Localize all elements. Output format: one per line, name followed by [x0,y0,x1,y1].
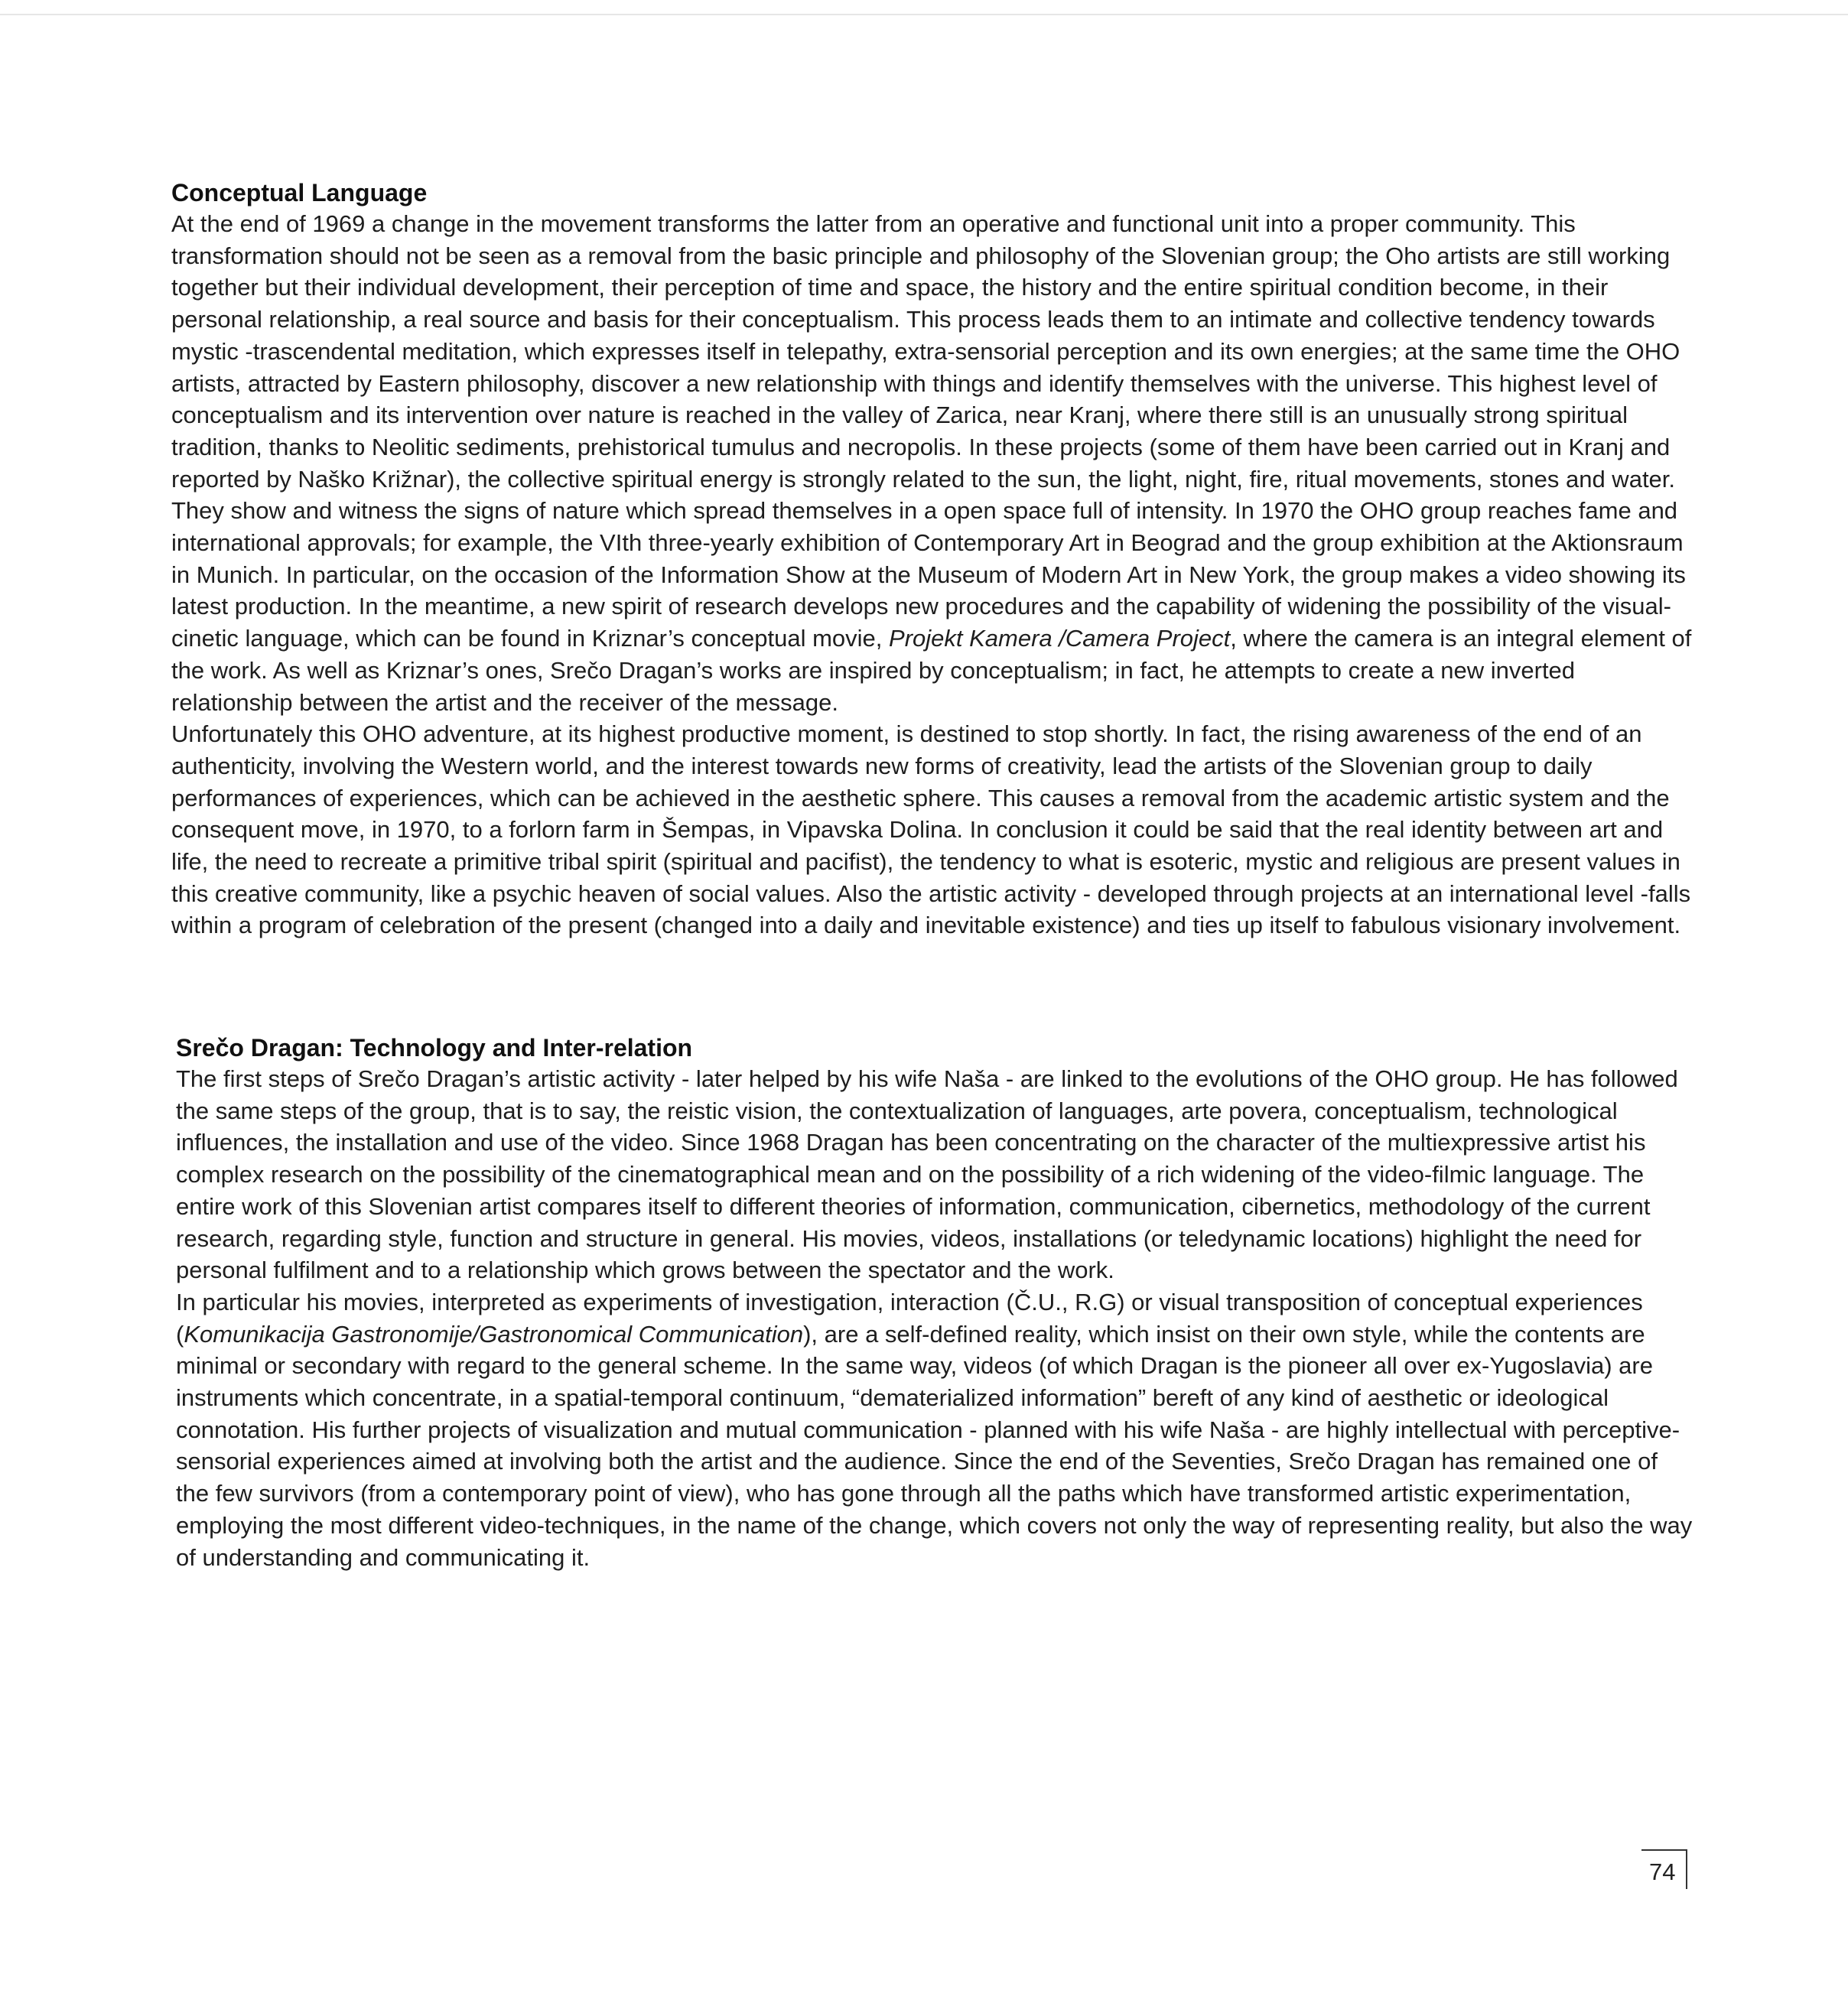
section-heading: Conceptual Language [171,179,428,206]
page-number: 74 [1649,1858,1676,1885]
text-run: At the end of 1969 a change in the movement transforms the latter from an operative and functional unit into a proper community. This transformation should not be seen as a removal from the basic principle and philosophy of the Slovenian group; the Oho artists are still working together but their individual development, their perception of time and space, the history and the entire spiritual condition become, in their personal relationship, a real source and basis for their conceptualism. This process leads them to an intimate and collective tendency towards mystic -trascendental meditation, which expresses itself in telepathy, extra-sensorial perception and its own energies; at the same time the OHO artists, attracted by Eastern philosophy, discover a new relationship with things and identify themselves with the universe. This highest level of conceptualism and its intervention over nature is reached in the valley of Zarica, near Kranj, where there still is an unusually strong spiritual tradition, thanks to Neolitic sediments, prehistorical tumulus and necropolis. In these projects (some of them have been carried out in Kranj and reported by Naško Križnar), the collective spiritual energy is strongly related to the sun, the light, night, fire, ritual movements, stones and water. They show and witness the signs of nature which spread themselves in a open space full of intensity. In 1970 the OHO group reaches fame and international approvals; for example, the VIth three-yearly exhibition of Contemporary Art in Beograd and the group exhibition at the Aktionsraum in Munich. In particular, on the occasion of the Information Show at the Museum of Modern Art in New York, the group makes a video showing its latest production. In the meantime, a new spirit of research develops new procedures and the capability of widening the possibility of the visual-cinetic language, which can be found in Kriznar’s conceptual movie, [171,210,1686,652]
text-run: The first steps of Srečo Dragan’s artistic activity - later helped by his wife Naša - are linked to the evolutions of the OHO group. He has followed the same steps of the group, that is to say, the reistic vision, the contextualization of languages, arte povera, conceptualism, technological influences, the installation and use of the video. Since 1968 Dragan has been concentrating on the character of the multiexpressive artist his complex research on the possibility of the cinematographical mean and on the possibility of a rich widening of the video-filmic language. The entire work of this Slovenian artist compares itself to different theories of information, communication, cibernetics, methodology of the current research, regarding style, function and structure in general. His movies, videos, installations (or teledynamic locations) highlight the need for personal fulfilment and to a relationship which grows between the spectator and the work. [176,1065,1678,1284]
italic-title: Projekt Kamera /Camera Project [889,625,1231,652]
section-conceptual-language [171,177,1693,941]
text-run: , where the camera is an integral element of the work. As well as Kriznar’s ones, Srečo Dragan’s works are inspired by conceptualism; in fact, he attempts to create a new inverted relationship between the artist and the receiver of the message. [171,625,1692,716]
text-run: ), are a self-defined reality, which insist on their own style, while the contents are minimal or secondary with regard to the general scheme. In the same way, videos (of which Dragan is the pioneer all over ex-Yugoslavia) are instruments which concentrate, in a spatial-temporal continuum, “dematerialized information” bereft of any kind of aesthetic or ideological connotation. His further projects of visualization and mutual communication - planned with his wife Naša - are highly intellectual with perceptive-sensorial experiences aimed at involving both the artist and the audience. Since the end of the Seventies, Srečo Dragan has remained one of the few survivors (from a contemporary point of view), who has gone through all the paths which have transformed artistic experimentation, employing the most different video-techniques, in the name of the change, which covers not only the way of representing reality, but also the way of understanding and communicating it. [176,1320,1693,1571]
text-run: In particular his movies, interpreted as experiments of investigation, interaction (Č.U., R.G) or visual transposition of conceptual experiences ( [176,1288,1643,1348]
body-paragraph [171,208,1693,718]
italic-title: Komunikacija Gastronomije/Gastronomical Communication [184,1320,804,1348]
body-paragraph [176,1063,1693,1286]
body-paragraph [171,718,1693,941]
section-heading: Srečo Dragan: Technology and Inter-relation [176,1034,693,1062]
scan-top-edge [0,14,1848,15]
section-sreco-dragan [176,1032,1693,1573]
body-paragraph [176,1286,1693,1573]
text-run: Unfortunately this OHO adventure, at its highest productive moment, is destined to stop shortly. In fact, the rising awareness of the end of an authenticity, involving the Western world, and the interest towards new forms of creativity, lead the artists of the Slovenian group to daily performances of experiences, which can be achieved in the aesthetic sphere. This causes a removal from the academic artistic system and the consequent move, in 1970, to a forlorn farm in Šempas, in Vipavska Dolina. In conclusion it could be said that the real identity between art and life, the need to recreate a primitive tribal spirit (spiritual and pacifist), the tendency to what is esoteric, mystic and religious are present values in this creative community, like a psychic heaven of social values. Also the artistic activity - developed through projects at an international level -falls within a program of celebration of the present (changed into a daily and inevitable existence) and ties up itself to fabulous visionary involvement. [171,720,1691,939]
